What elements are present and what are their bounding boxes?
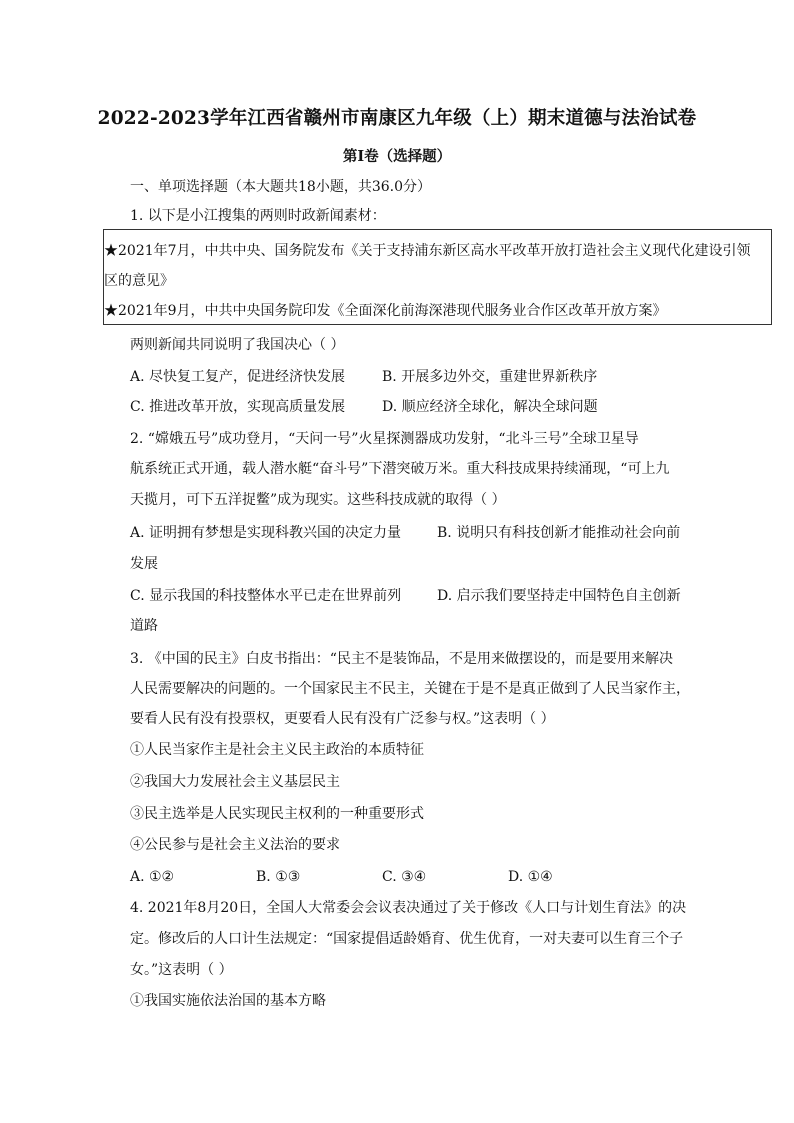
q2-option-b-cont: 发展 [130,556,158,572]
q4-stem-line-2: 定。修改后的人口计生法规定：“国家提倡适龄婚育、优生优育，一对夫妻可以生育三个子 [130,931,684,947]
q2-stem-line-2: 航系统正式开通，载人潜水艇“奋斗号”下潜突破万米。重大科技成果持续涌现，“可上九 [130,461,670,477]
q1-option-a: A. 尽快复工复产，促进经济快发展 [130,369,346,385]
q2-option-d-cont: 道路 [130,618,158,634]
q1-stem: 1. 以下是小江搜集的两则时政新闻素材： [130,208,386,224]
q2-stem-line-1: 2. “嫦娥五号”成功登月，“天问一号”火星探测器成功发射，“北斗三号”全球卫星导 [130,431,639,447]
q3-option-c: C. ③④ [382,869,427,885]
q3-stem-line-2: 人民需要解决的问题的。一个国家民主不民主，关键在于是不是真正做到了人民当家作主， [130,681,690,697]
q3-stem-line-3: 要看人民有没有投票权，更要看人民有没有广泛参与权。”这表明（ ） [130,711,555,727]
news-item-1: ★2021年7月，中共中央、国务院发布《关于支持浦东新区高水平改革开放打造社会主义现代化建设引领 [104,243,751,259]
volume-title: 第I卷（选择题） [342,148,452,165]
section-heading: 一、单项选择题（本大题共18小题，共36.0分） [130,179,431,195]
q4-stem-line-3: 女。”这表明（ ） [130,962,233,978]
q3-statement-1: ①人民当家作主是社会主义民主政治的本质特征 [130,742,424,758]
q1-question: 两则新闻共同说明了我国决心（ ） [130,337,345,353]
q3-statement-4: ④公民参与是社会主义法治的要求 [130,837,340,853]
q3-option-d: D. ①④ [508,869,553,885]
q1-option-b: B. 开展多边外交，重建世界新秩序 [382,369,598,385]
q2-option-a: A. 证明拥有梦想是实现科教兴国的决定力量 [130,525,402,541]
q1-option-c: C. 推进改革开放，实现高质量发展 [130,399,346,415]
q2-option-b: B. 说明只有科技创新才能推动社会向前 [437,525,681,541]
news-item-1-cont: 区的意见》 [104,273,174,289]
q3-statement-3: ③民主选举是人民实现民主权利的一种重要形式 [130,806,424,822]
exam-title: 2022-2023学年江西省赣州市南康区九年级（上）期末道德与法治试卷 [97,108,697,129]
q3-stem-line-1: 3. 《中国的民主》白皮书指出：“民主不是装饰品，不是用来做摆设的，而是要用来解决 [130,651,673,667]
q2-option-d: D. 启示我们要坚持走中国特色自主创新 [437,588,681,604]
q4-statement-1: ①我国实施依法治国的基本方略 [130,993,326,1009]
q4-stem-line-1: 4. 2021年8月20日，全国人大常委会会议表决通过了关于修改《人口与计划生育法》的决 [130,900,687,916]
q3-option-b: B. ①③ [256,869,301,885]
q3-option-a: A. ①② [130,869,175,885]
news-item-2: ★2021年9月，中共中央国务院印发《全面深化前海深港现代服务业合作区改革开放方案》 [104,303,667,319]
q2-option-c: C. 显示我国的科技整体水平已走在世界前列 [130,588,402,604]
q2-stem-line-3: 天揽月，可下五洋捉鳖”成为现实。这些科技成就的取得（ ） [130,492,506,508]
q1-option-d: D. 顺应经济全球化，解决全球问题 [382,399,598,415]
q3-statement-2: ②我国大力发展社会主义基层民主 [130,774,340,790]
